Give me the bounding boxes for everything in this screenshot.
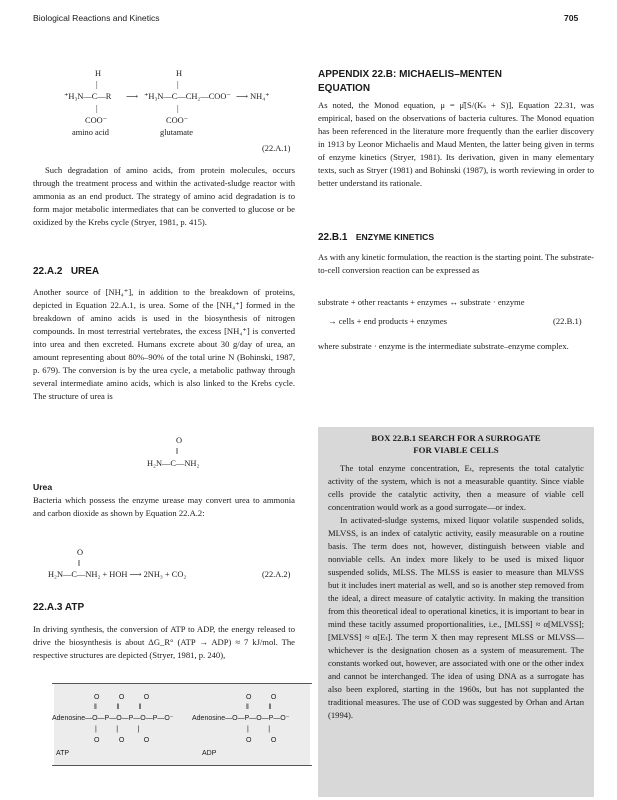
section-22A2-heading [33,265,99,278]
atp-bottom-oxygens: O O O [94,737,150,744]
urea-subheading: Urea [33,482,53,492]
figure-top-rule [52,683,312,684]
box-title-line1: BOX 22.B.1 SEARCH FOR A SURROGATE [371,433,541,443]
right-paragraph-1: As noted, the Monod equation, μ = μ̂[S/(Kₛ + S)], Equation 22.31, was empirical, based on the observations of bacteria cultures. The Monod equation has been referenced in the literature more frequently than the earlier discovery in 1913 by Leonor Michaelis and Maud Menten, the latter being given in terms of enzyme kinetics (Stryer, 1981). Its derivation, given in many elementary texts, such as Stryer (1981) and Bohinski (1987), is worth reviewing in order to better understand its rationale. [318,100,594,188]
adp-bottom-oxygens: O O [246,737,277,744]
figure-bottom-rule [52,765,312,766]
eq1-bar-top2: | [177,80,179,89]
appendix-title-line1: APPENDIX 22.B: MICHAELIS–MENTEN [318,69,502,80]
eq1-bar-bot1: | [96,104,98,113]
atp-top-bonds: ‖ ‖ ‖ [94,704,142,711]
eq2-oxygen: O [77,548,84,557]
appendix-22B-title [318,68,594,96]
box-22B1 [318,427,594,797]
eq1-h2: H [176,69,183,78]
eq-22B1-line1: substrate + other reactants + enzymes ↔ substrate · enzyme [318,297,525,307]
adp-chain: Adenosine—O—P—O—P—O⁻ [192,715,290,722]
urea-double-bond: ‖ [176,447,179,456]
eq1-number: (22.A.1) [262,144,291,153]
adp-top-bonds: ‖ ‖ [246,704,272,711]
adp-top-oxygens: O O [246,694,277,701]
left-paragraph-4: In driving synthesis, the conversion of ATP to ADP, the energy released to drive the biosynthesis is about ΔG_R° (ATP → ADP) ≈ 7 kJ/mol. The respective structures are depicted (Stryer, 1981, p. 240), [33,624,295,660]
urea-formula: H₂N—C—NH₂ [147,459,200,468]
atp-adp-figure [52,685,312,763]
eq1-bar-top1: | [96,80,98,89]
right-paragraph-2: As with any kinetic formulation, the reaction is the starting point. The substrate-to-cell conversion reaction can be expressed as [318,252,594,275]
section-22B1-number: 22.B.1 [318,232,348,243]
left-paragraph-3: Bacteria which possess the enzyme urease may convert urea to ammonia and carbon dioxide as shown by Equation 22.A.2: [33,495,295,518]
adp-bottom-bars: | | [247,726,271,733]
atp-bottom-bars: | | | [95,726,140,733]
section-22A3-heading: 22.A.3 ATP [33,602,85,613]
eq1-h1: H [95,69,102,78]
adp-label: ADP [202,750,217,757]
section-22A2-number: 22.A.2 [33,266,63,277]
box-paragraph-1: The total enzyme concentration, Eₜ, represents the total catalytic activity of the system, which is not a measurable quantity. Since viable cells provide the catalytic activity, then a measure of viable cell concentration would work as a good surrogate—or index. [328,463,584,512]
eq1-coo1: COO⁻ [85,116,108,125]
eq-22B1-number: (22.B.1) [553,316,582,326]
section-22B1-title: ENZYME KINETICS [355,232,435,242]
eq1-arrow1: ⟶ [126,92,139,101]
eq1-ammonium: ⟶ NH₄⁺ [236,92,270,101]
eq1-label-glutamate: glutamate [160,128,194,137]
section-22A2-title: UREA [70,266,100,277]
running-title: Biological Reactions and Kinetics [33,13,160,23]
urea-oxygen: O [176,436,183,445]
eq-22B1-line2: → cells + end products + enzymes [328,316,447,326]
eq2-formula: H₂N—C—NH₂ + HOH ⟶ 2NH₃ + CO₂ [48,570,187,579]
box-title-line2: FOR VIABLE CELLS [413,445,499,455]
eq1-label-amino-acid: amino acid [72,128,109,137]
left-paragraph-2: Another source of [NH₄⁺], in addition to the breakdown of proteins, depicted in Equation 22.A.1, is urea. Some of the [NH₄⁺] formed in the breakdown of amino acids is used in the biosynthesis of nitrogen compounds. In most terrestrial vertebrates, the excess [NH₄⁺] is converted into urea and then excreted. Humans excrete about 30 g/day of urea, an amount representing about 80%–90% of the total urine N (Bohinski, 1987, p. 679). The conversion is by the urea cycle, a metabolic pathway through several intermediate amino acids, which is also linked to the Krebs cycle. The structure of urea is [33,287,295,401]
eq1-product: ⁺H₃N—C—CH₂—COO⁻ [144,92,231,101]
box-paragraph-2: In activated-sludge systems, mixed liquor volatile suspended solids, MLVSS, is an index of catalytic activity, easily measurable on a routine basis. The term does not, however, distinguish between viable and nonviable cells. An index more likely to be used is mixed liquor suspended solids, MLSS. The MLSS is easier to measure than MLVSS but it includes inert material as well, and so is another step removed from the ideal, a direct measure of catalytic activity. In making the transition from this theoretical ideal to operational kinetics, it is important to bear in mind these tacitly assumed proportionalities, i.e., [MLSS] ≈ α[MLVSS]; [MLVSS] ≈ α[Eₜ]. The term X then may represent MLSS or MLVSS—whichever is the designation chosen as a system of measurement. The constants worked out, however, are associated with one or the other index and cannot be interchanged. The idea of using DNA as a surrogate has also been explored, starting in the 1960s, but has not supplanted the traditional measures. The use of COD was suggested by Orhan and Artan (1994). [328,515,584,720]
eq1-bar-bot2: | [177,104,179,113]
left-paragraph-1: Such degradation of amino acids, from protein molecules, occurs through the treatment process and within the activated-sludge reactor with ammonia as an end product. The strategy of amino acid degradation is to form major metabolic intermediates that can be converted to glucose or be oxidized by the Krebs cycle (Stryer, 1981, p. 415). [33,165,295,227]
eq1-coo2: COO⁻ [166,116,189,125]
eq1-reactant: ⁺H₃N—C—R [64,92,112,101]
eq2-double-bond: ‖ [78,559,81,568]
atp-top-oxygens: O O O [94,694,150,701]
page-number: 705 [564,13,579,23]
atp-chain: Adenosine—O—P—O—P—O—P—O⁻ [52,715,174,722]
appendix-title-line2: EQUATION [318,83,371,94]
section-22B1-heading [318,231,434,244]
eq2-number: (22.A.2) [262,570,291,579]
atp-label: ATP [56,750,70,757]
right-paragraph-3: where substrate · enzyme is the intermediate substrate–enzyme complex. [318,341,569,351]
